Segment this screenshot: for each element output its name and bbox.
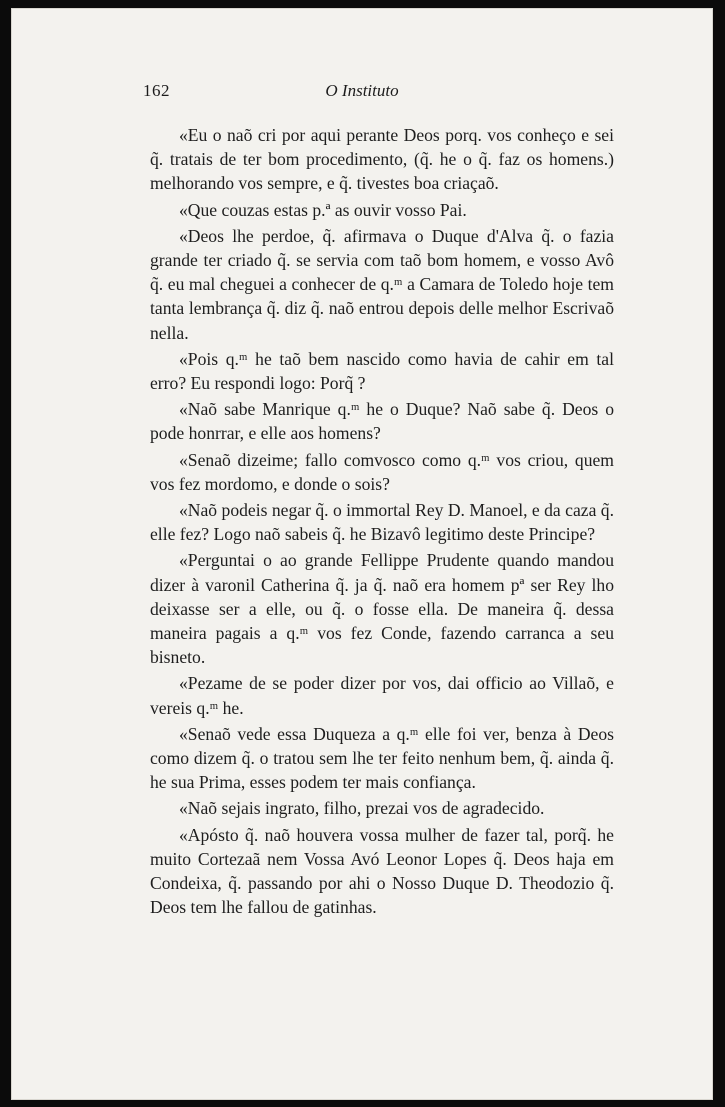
paragraph-9: «Pezame de se poder dizer por vos, dai officio ao Villaõ, e vereis q.ᵐ he. [150,673,614,718]
paragraph-7: «Naõ podeis negar q̃. o immortal Rey D. Manoel, e da caza q̃. elle fez? Logo naõ sabeis q̃. he Bizavô legitimo deste Principe? [150,500,614,545]
paragraph-11: «Naõ sejais ingrato, filho, prezai vos de agradecido. [179,798,545,819]
journal-title: O Instituto [325,81,399,100]
paragraph-3: «Deos lhe perdoe, q̃. afirmava o Duque d'Alva q̃. o fazia grande ter criado q̃. se servia com taõ bom homem, e vosso Avô q̃. eu mal cheguei a conhecer de q.ᵐ a Camara de Toledo hoje tem tanta lembrança q̃. diz q̃. naõ entrou depois delle melhor Escrivaõ nella. [150,225,614,343]
paragraph-10: «Senaõ vede essa Duqueza a q.ᵐ elle foi ver, benza à Deos como dizem q̃. o tratou sem lhe ter feito nenhum bem, q̃. ainda q̃. he sua Prima, esses podem ter mais confiança. [150,723,614,793]
page-number: 162 [143,81,170,100]
body-text [150,123,614,922]
paragraph-4: «Pois q.ᵐ he taõ bem nascido como havia de cahir em tal erro? Eu respondi logo: Porq̃ ? [150,348,614,394]
paragraph-6: «Senaõ dizeime; fallo comvosco como q.ᵐ vos criou, quem vos fez mordomo, e donde o sois? [150,449,614,494]
paragraph-12: «Apósto q̃. naõ houvera vossa mulher de fazer tal, porq̃. he muito Cortezaã nem Vossa Avó Leonor Lopes q̃. Deos haja em Condeixa, q̃. passando por ahi o Nosso Duque D. Theodozio q̃. Deos tem lhe fallou de gatinhas. [150,824,614,918]
running-header [12,75,712,105]
book-page [11,8,713,1100]
paragraph-5: «Naõ sabe Manrique q.ᵐ he o Duque? Naõ sabe q̃. Deos o pode honrrar, e elle aos homens? [150,399,614,444]
paragraph-2: «Que couzas estas p.ª as ouvir vosso Pai. [179,199,467,220]
paragraph-8: «Perguntai o ao grande Fellippe Prudente quando mandou dizer à varonil Catherina q̃. ja q̃. naõ era homem pª ser Rey lho deixasse ser a elle, ou q̃. o fosse ella. De maneira q̃. dessa maneira pagais a q.ᵐ vos fez Conde, fazendo carranca a seu bisneto. [150,550,614,668]
paragraph-1: «Eu o naõ cri por aqui perante Deos porq. vos conheço e sei q̃. tratais de ter bom procedimento, (q̃. he o q̃. faz os homens.) melhorando vos sempre, e q̃. tivestes boa criaçaõ. [150,125,614,194]
